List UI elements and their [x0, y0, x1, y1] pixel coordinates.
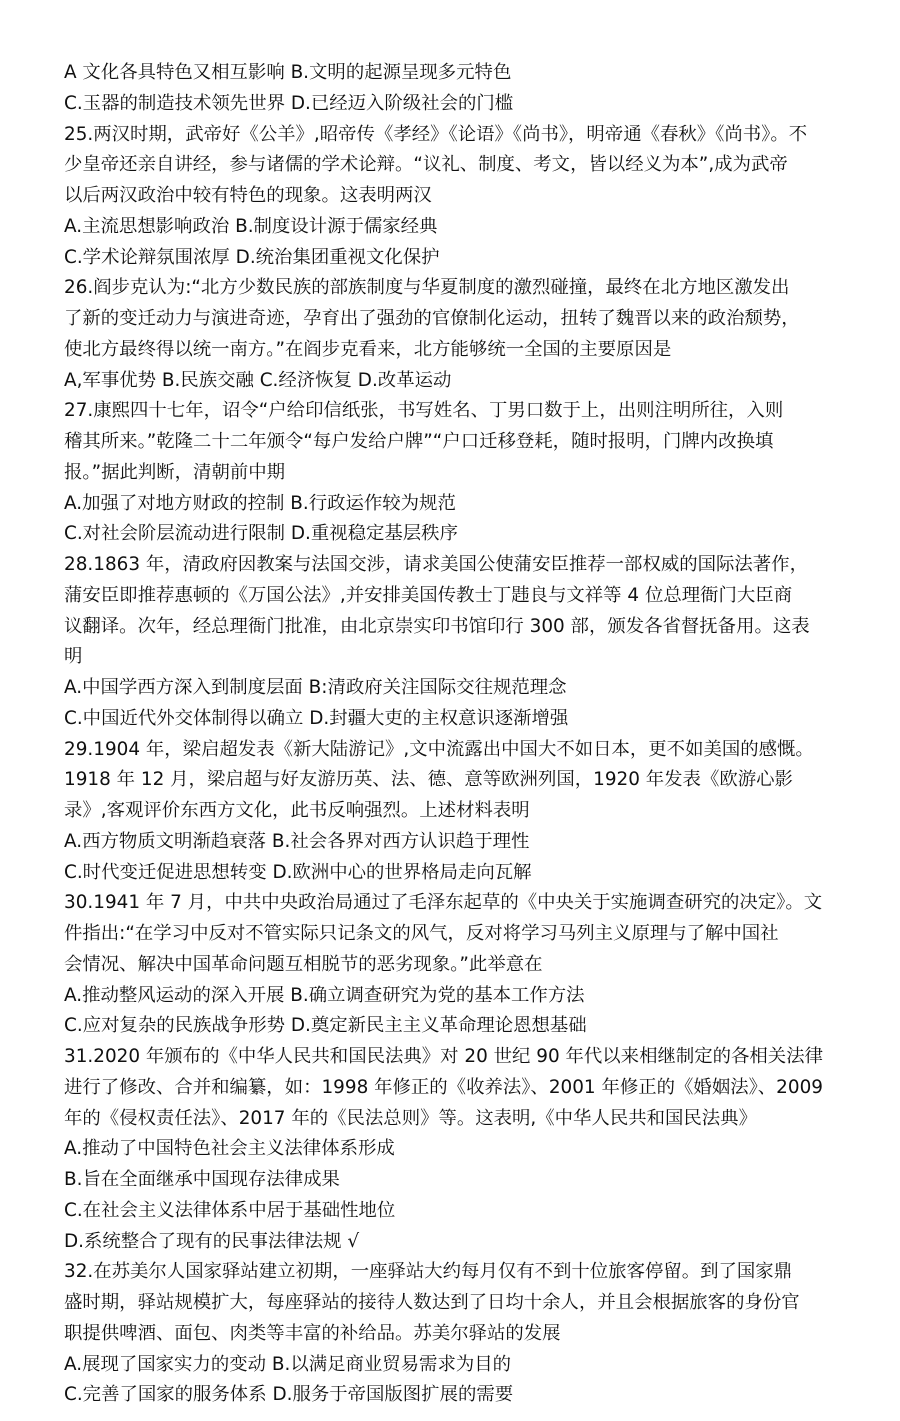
text-line: C.玉器的制造技术领先世界 D.已经迈入阶级社会的门槛: [64, 92, 514, 114]
text-line: 录》,客观评价东西方文化，此书反响强烈。上述材料表明: [64, 800, 530, 821]
text-line: A.展现了国家实力的变动 B.以满足商业贸易需求为目的: [64, 1353, 512, 1375]
text-line: C.中国近代外交体制得以确立 D.封疆大吏的主权意识逐渐增强: [64, 707, 569, 729]
text-line: C.完善了国家的服务体系 D.服务于帝国版图扩展的需要: [64, 1384, 514, 1406]
text-line: C.应对复杂的民族战争形势 D.奠定新民主主义革命理论恩想基础: [64, 1015, 587, 1037]
text-line: A.加强了对地方财政的控制 B.行政运作较为规范: [64, 492, 456, 514]
text-line: 25.两汉时期，武帝好《公羊》,昭帝传《孝经》《论语》《尚书》，明帝通《春秋》《尚书》。不: [64, 123, 808, 145]
text-line: 29.1904 年，梁启超发表《新大陆游记》,文中流露出中国大不如日本，更不如美国的感慨。: [64, 738, 814, 760]
text-line: A.西方物质文明渐趋衰落 B.社会各界对西方认识趋于理性: [64, 830, 530, 852]
text-line: 使北方最终得以统一南方。”在阎步克看来，北方能够统一全国的主要原因是: [64, 338, 672, 360]
text-line: 蒲安臣即推荐惠顿的《万国公法》,并安排美国传教士丁韪良与文祥等 4 位总理衙门大臣商: [64, 584, 793, 606]
text-line: 28.1863 年，清政府因教案与法国交涉，请求美国公使蒲安臣推荐一部权威的国际法著作，: [64, 554, 808, 575]
text-line: 30.1941 年 7 月，中共中央政治局通过了毛泽东起草的《中央关于实施调查研究的决定》。文: [64, 892, 823, 914]
text-line: 明: [64, 646, 83, 668]
text-line: A 文化各具特色又相互影响 B.文明的起源呈现多元特色: [64, 62, 512, 83]
text-line: C.对社会阶层流动进行限制 D.重视稳定基层秩序: [64, 523, 458, 545]
text-line: A,军事优势 B.民族交融 C.经济恢复 D.改革运动: [64, 369, 452, 391]
text-line: 报。”据此判断，清朝前中期: [64, 461, 286, 483]
text-line: A.中国学西方深入到制度层面 B:清政府关注国际交往规范理念: [64, 677, 567, 698]
text-line: 盛时期，驿站规模扩大，每座驿站的接待人数达到了日均十余人，并且会根据旅客的身份官: [64, 1292, 800, 1313]
text-line: 进行了修改、合并和编纂，如：1998 年修正的《收养法》、2001 年修正的《婚姻法》、2009: [64, 1076, 823, 1098]
text-line: 稽其所来。”乾隆二十二年颁令“每户发给户牌”“户口迁移登耗，随时报明，门牌内改换填: [64, 431, 774, 452]
text-line: 以后两汉政治中较有特色的现象。这表明两汉: [64, 185, 432, 206]
text-line: 件指出:“在学习中反对不管实际只记条文的风气，反对将学习马列主义原理与了解中国社: [64, 923, 779, 944]
text-line: A.主流思想影响政治 B.制度设计源于儒家经典: [64, 215, 438, 237]
text-line: D.系统整合了现有的民事法律法规 √: [64, 1230, 360, 1252]
text-line: C.时代变迁促进思想转变 D.欧洲中心的世界格局走向瓦解: [64, 861, 532, 883]
text-line: 少皇帝还亲自讲经，参与诸儒的学术论辩。“议礼、制度、考文，皆以经义为本”,成为武帝: [64, 154, 788, 176]
text-line: 26.阎步克认为:“北方少数民族的部族制度与华夏制度的激烈碰撞，最终在北方地区激发出: [64, 277, 790, 299]
text-line: A.推动了中国特色社会主义法律体系形成: [64, 1138, 395, 1160]
text-line: A.推动整风运动的深入开展 B.确立调查研究为党的基本工作方法: [64, 984, 585, 1006]
text-line: 1918 年 12 月，梁启超与好友游历英、法、德、意等欧洲列国，1920 年发表《欧游心影: [64, 769, 793, 791]
text-line: 议翻译。次年，经总理衙门批准，由北京崇实印书馆印行 300 部，颁发各省督抚备用。这表: [64, 615, 810, 637]
text-line: 职提供啤酒、面包、肉类等丰富的补给品。苏美尔驿站的发展: [64, 1322, 561, 1344]
text-line: 31.2020 年颁布的《中华人民共和国民法典》对 20 世纪 90 年代以来相继制定的各相关法律: [64, 1046, 823, 1067]
text-line: 了新的变迁动力与演进奇迹，孕育出了强劲的官僚制化运动，扭转了魏晋以来的政治颓势，: [64, 308, 800, 329]
text-line: 会情况、解决中国革命问题互相脱节的恶劣现象。”此举意在: [64, 953, 543, 975]
text-line: C.学术论辩氛围浓厚 D.统治集团重视文化保护: [64, 246, 440, 268]
text-line: 32.在苏美尔人国家驿站建立初期，一座驿站大约每月仅有不到十位旅客停留。到了国家鼎: [64, 1261, 793, 1283]
text-line: 27.康熙四十七年，诏令“户给印信纸张，书写姓名、丁男口数于上，出则注明所往，入则: [64, 400, 784, 422]
text-line: C.在社会主义法律体系中居于基础性地位: [64, 1199, 396, 1221]
text-line: B.旨在全面继承中国现存法律成果: [64, 1169, 340, 1190]
text-line: 年的《侵权责任法》、2017 年的《民法总则》等。这表明,《中华人民共和国民法典》: [64, 1107, 757, 1129]
